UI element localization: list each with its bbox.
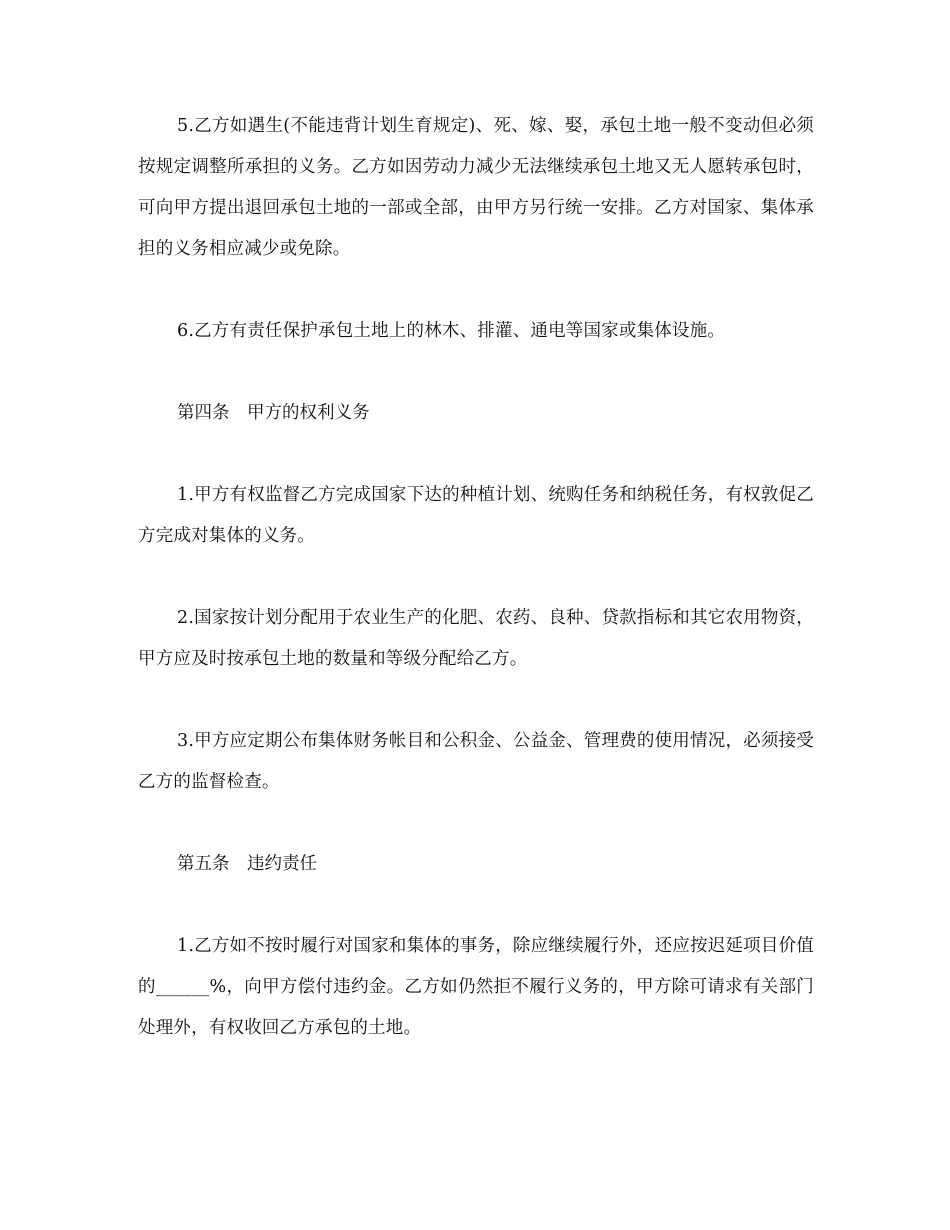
clause-text-before: 1.乙方如不按时履行对国家和集体的事务，除应继续履行外，还应按迟延项目价值的 [138,936,814,997]
percentage-blank: ______ [155,977,210,997]
clause-text-after: %，向甲方偿付违约金。乙方如仍然拒不履行义务的，甲方除可请求有关部门处理外，有权收回乙方承包的土地。 [138,977,814,1038]
article-5-clause-1 [138,926,814,1049]
paragraph-6-protect-facilities: 6.乙方有责任保护承包土地上的林木、排灌、通电等国家或集体设施。 [177,321,726,341]
article-4-clause-1: 1.甲方有权监督乙方完成国家下达的种植计划、统购任务和纳税任务，有权敦促乙方完成对集体的义务。 [138,485,814,546]
paragraph-gap [138,885,814,926]
paragraph-gap [138,803,814,844]
paragraph-5-birth-death: 5.乙方如遇生(不能违背计划生育规定)、死、嫁、娶，承包土地一般不变动但必须按规定调整所承担的义务。乙方如因劳动力减少无法继续承包土地又无人愿转承包时，可向甲方提出退回承包土地的一部或全部，由甲方另行统一安排。乙方对国家、集体承担的义务相应减少或免除。 [138,116,814,259]
paragraph-gap [138,270,814,311]
article-4-heading: 第四条 甲方的权利义务 [177,403,370,423]
article-4-clause-3: 3.甲方应定期公布集体财务帐目和公积金、公益金、管理费的使用情况，必须接受乙方的监督检查。 [138,731,814,792]
article-4-clause-2: 2.国家按计划分配用于农业生产的化肥、农药、良种、贷款指标和其它农用物资，甲方应及时按承包土地的数量和等级分配给乙方。 [138,608,814,669]
paragraph-gap [138,352,814,393]
paragraph-gap [138,557,814,598]
document-page [138,106,814,1049]
article-5-heading: 第五条 违约责任 [177,854,317,874]
paragraph-gap [138,434,814,475]
paragraph-gap [138,680,814,721]
